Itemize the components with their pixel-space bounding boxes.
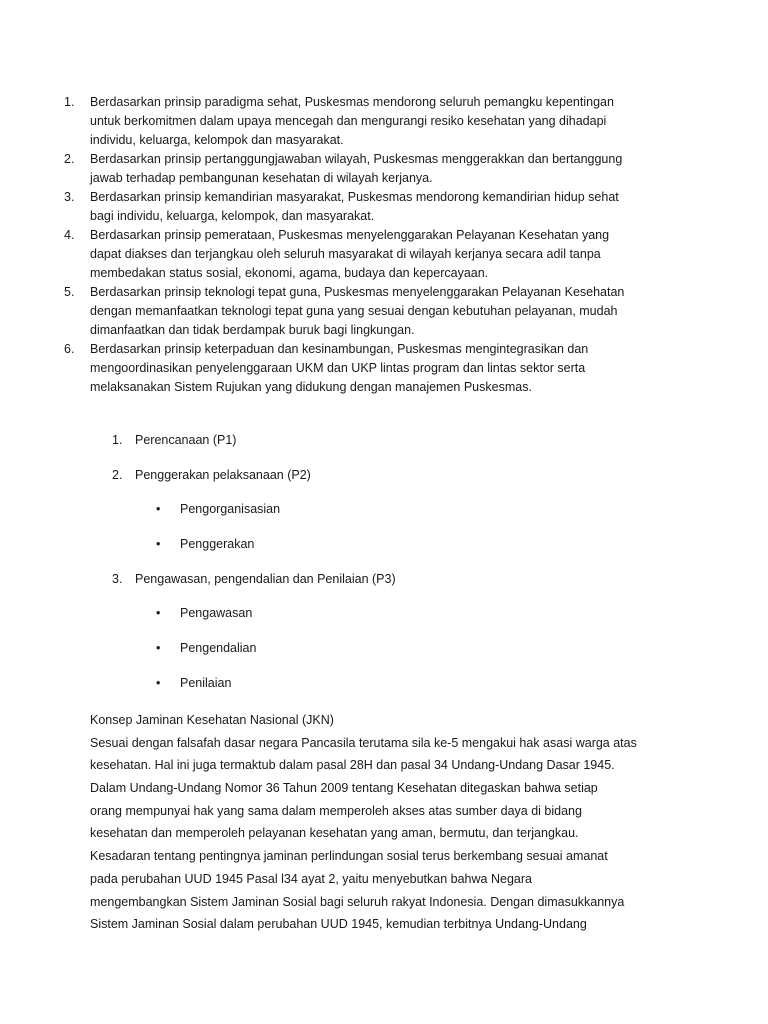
paragraph-line: kesehatan. Hal ini juga termaktub dalam pasal 28H dan pasal 34 Undang-Undang Dasar 1945. xyxy=(90,758,615,773)
list-number: 6. xyxy=(64,342,75,356)
bullet-icon: • xyxy=(156,502,161,516)
outline-number: 3. xyxy=(112,572,123,586)
list-number: 3. xyxy=(64,190,75,204)
bullet-icon: • xyxy=(156,537,161,551)
list-text-line: Berdasarkan prinsip kemandirian masyarakat, Puskesmas mendorong kemandirian hidup sehat xyxy=(90,190,619,204)
list-text-line: individu, keluarga, kelompok dan masyarakat. xyxy=(90,133,344,147)
list-text-line: jawab terhadap pembangunan kesehatan di wilayah kerjanya. xyxy=(90,171,433,185)
bullet-label: Pengawasan xyxy=(180,606,253,620)
list-item xyxy=(64,188,678,226)
paragraph-line: Sesuai dengan falsafah dasar negara Pancasila terutama sila ke-5 mengakui hak asasi warga atas xyxy=(90,735,637,750)
bullet-item xyxy=(156,639,256,657)
list-item xyxy=(64,340,678,397)
list-item xyxy=(64,150,678,188)
list-text-line: Berdasarkan prinsip pemerataan, Puskesmas menyelenggarakan Pelayanan Kesehatan yang xyxy=(90,228,610,242)
list-number: 4. xyxy=(64,228,75,242)
outline-label: Perencanaan (P1) xyxy=(135,433,237,447)
paragraph-line: Dalam Undang-Undang Nomor 36 Tahun 2009 tentang Kesehatan ditegaskan bahwa setiap xyxy=(90,781,598,796)
bullet-label: Pengorganisasian xyxy=(180,502,281,516)
bullet-item xyxy=(156,535,254,553)
bullet-label: Penggerakan xyxy=(180,537,255,551)
paragraph-line: Sistem Jaminan Sosial dalam perubahan UUD 1945, kemudian terbitnya Undang-Undang xyxy=(90,917,587,932)
list-item xyxy=(64,226,678,283)
list-text-line: dimanfaatkan dan tidak berdampak buruk bagi lingkungan. xyxy=(90,323,415,337)
outline-number: 1. xyxy=(112,433,123,447)
outline-item-p2 xyxy=(112,466,311,484)
outline-item-p3 xyxy=(112,570,396,588)
bullet-item xyxy=(156,604,252,622)
paragraph-line: mengembangkan Sistem Jaminan Sosial bagi seluruh rakyat Indonesia. Dengan dimasukkannya xyxy=(90,894,625,909)
bullet-item xyxy=(156,500,280,518)
bullet-icon: • xyxy=(156,606,161,620)
jkn-paragraph xyxy=(90,709,690,936)
list-text-line: bagi individu, keluarga, kelompok, dan masyarakat. xyxy=(90,209,375,223)
outline-label: Penggerakan pelaksanaan (P2) xyxy=(135,468,311,482)
list-text-line: dapat diakses dan terjangkau oleh seluruh masyarakat di wilayah kerjanya secara adil tanpa xyxy=(90,247,601,261)
list-item xyxy=(64,93,678,150)
list-text-line: melaksanakan Sistem Rujukan yang didukung dengan manajemen Puskesmas. xyxy=(90,380,532,394)
list-number: 2. xyxy=(64,152,75,166)
list-text-line: mengoordinasikan penyelenggaraan UKM dan UKP lintas program dan lintas sektor serta xyxy=(90,361,586,375)
list-text-line: untuk berkomitmen dalam upaya mencegah dan mengurangi resiko kesehatan yang dihadapi xyxy=(90,114,607,128)
bullet-icon: • xyxy=(156,676,161,690)
list-number: 1. xyxy=(64,95,75,109)
paragraph-heading: Konsep Jaminan Kesehatan Nasional (JKN) xyxy=(90,713,334,727)
paragraph-line: kesehatan dan memperoleh pelayanan kesehatan yang aman, bermutu, dan terjangkau. xyxy=(90,826,579,841)
list-text-line: Berdasarkan prinsip keterpaduan dan kesinambungan, Puskesmas mengintegrasikan dan xyxy=(90,342,589,356)
list-number: 5. xyxy=(64,285,75,299)
paragraph-line: Kesadaran tentang pentingnya jaminan perlindungan sosial terus berkembang sesuai amanat xyxy=(90,849,608,864)
outline-item-p1 xyxy=(112,431,236,449)
list-text-line: membedakan status sosial, ekonomi, agama, budaya dan kepercayaan. xyxy=(90,266,489,280)
list-text-line: Berdasarkan prinsip pertanggungjawaban wilayah, Puskesmas menggerakkan dan bertanggung xyxy=(90,152,623,166)
bullet-label: Pengendalian xyxy=(180,641,257,655)
outline-label: Pengawasan, pengendalian dan Penilaian (P3) xyxy=(135,572,396,586)
list-text-line: dengan memanfaatkan teknologi tepat guna yang sesuai dengan kebutuhan pelayanan, mudah xyxy=(90,304,618,318)
bullet-icon: • xyxy=(156,641,161,655)
list-item xyxy=(64,283,678,340)
list-text-line: Berdasarkan prinsip teknologi tepat guna, Puskesmas menyelenggarakan Pelayanan Kesehatan xyxy=(90,285,625,299)
paragraph-line: orang mempunyai hak yang sama dalam memperoleh akses atas sumber daya di bidang xyxy=(90,803,582,818)
bullet-item xyxy=(156,674,231,692)
bullet-label: Penilaian xyxy=(180,676,232,690)
list-text-line: Berdasarkan prinsip paradigma sehat, Puskesmas mendorong seluruh pemangku kepentingan xyxy=(90,95,614,109)
principles-list xyxy=(64,93,678,397)
outline-number: 2. xyxy=(112,468,123,482)
paragraph-line: pada perubahan UUD 1945 Pasal l34 ayat 2, yaitu menyebutkan bahwa Negara xyxy=(90,871,532,886)
